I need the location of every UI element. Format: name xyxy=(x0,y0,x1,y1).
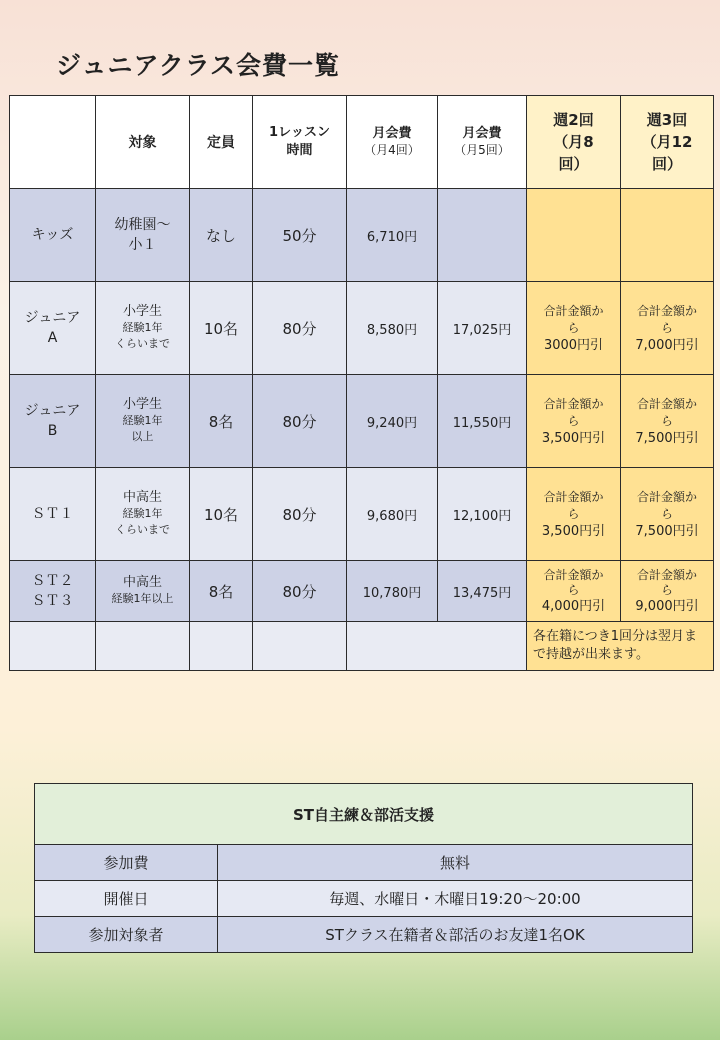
empty-cell xyxy=(10,622,96,671)
target-main: 小学生 xyxy=(122,397,162,412)
weekly-2-cell xyxy=(527,561,621,622)
fee-5-cell xyxy=(438,189,527,282)
empty-cell xyxy=(347,622,527,671)
st-label: 参加費 xyxy=(35,845,218,881)
target-main: 小学生 xyxy=(122,304,162,319)
discount-label: 合計金額か ら xyxy=(636,303,697,335)
header-lesson-time: 1レッスン 時間 xyxy=(253,96,347,189)
lesson-time-cell: 80分 xyxy=(253,468,347,561)
target-sub: 経験1年 以上 xyxy=(122,414,163,443)
table-row-st1 xyxy=(10,468,714,561)
class-name: ＳＴ２ ＳＴ３ xyxy=(10,561,96,622)
lesson-time-cell: 80分 xyxy=(253,561,347,622)
empty-cell xyxy=(253,622,347,671)
weekly-2-cell xyxy=(527,282,621,375)
fee-5-cell: 17,025円 xyxy=(438,282,527,375)
fee-4-cell: 6,710円 xyxy=(347,189,438,282)
discount-label: 合計金額か ら xyxy=(543,303,604,335)
st-row-fee xyxy=(35,845,693,881)
st-support-table xyxy=(34,783,693,953)
discount-label: 合計金額か ら xyxy=(636,567,697,597)
lesson-time-cell: 80分 xyxy=(253,282,347,375)
discount-amount: 4,000円引 xyxy=(541,598,606,614)
weekly-3-cell xyxy=(621,189,714,282)
capacity-cell: 8名 xyxy=(190,561,253,622)
header-monthly-5 xyxy=(438,96,527,189)
fee-5-cell: 11,550円 xyxy=(438,375,527,468)
discount-amount: 3000円引 xyxy=(543,337,604,353)
target-sub: 経験1年 くらいまで xyxy=(115,507,170,536)
table-row-junior-a xyxy=(10,282,714,375)
st-row-eligible xyxy=(35,917,693,953)
fee-4-cell: 10,780円 xyxy=(347,561,438,622)
lesson-time-cell: 50分 xyxy=(253,189,347,282)
carryover-note: 各在籍につき1回分は翌月まで持越が出来ます。 xyxy=(527,622,714,671)
weekly-3-cell xyxy=(621,375,714,468)
capacity-cell: 10名 xyxy=(190,282,253,375)
header-monthly-4-sub: （月4回） xyxy=(364,143,420,157)
st-label: 参加対象者 xyxy=(35,917,218,953)
discount-amount: 7,500円引 xyxy=(635,430,699,446)
header-weekly-3: 週3回 （月12 回） xyxy=(621,96,714,189)
discount-label: 合計金額か ら xyxy=(543,567,604,597)
discount-amount: 9,000円引 xyxy=(635,598,699,614)
target-main: 幼稚園～ 小１ xyxy=(114,217,171,253)
st-value: 毎週、水曜日・木曜日19:20～20:00 xyxy=(218,881,693,917)
capacity-cell: なし xyxy=(190,189,253,282)
table-row-st2-st3 xyxy=(10,561,714,622)
weekly-3-cell xyxy=(621,282,714,375)
capacity-cell: 8名 xyxy=(190,375,253,468)
discount-amount: 7,000円引 xyxy=(635,337,699,353)
lesson-time-cell: 80分 xyxy=(253,375,347,468)
empty-cell xyxy=(190,622,253,671)
target-sub: 経験1年 くらいまで xyxy=(115,321,170,350)
st-support-title: ST自主練＆部活支援 xyxy=(35,784,693,845)
table-row-kids xyxy=(10,189,714,282)
page-title: ジュニアクラス会費一覧 xyxy=(56,51,341,80)
discount-amount: 3,500円引 xyxy=(541,430,606,446)
discount-amount: 7,500円引 xyxy=(635,523,699,539)
class-name: キッズ xyxy=(10,189,96,282)
st-value: 無料 xyxy=(218,845,693,881)
st-label: 開催日 xyxy=(35,881,218,917)
target-sub: 経験1年以上 xyxy=(111,592,174,605)
header-class xyxy=(10,96,96,189)
weekly-3-cell xyxy=(621,561,714,622)
fee-5-cell: 12,100円 xyxy=(438,468,527,561)
fee-4-cell: 9,240円 xyxy=(347,375,438,468)
target-cell xyxy=(96,468,190,561)
header-monthly-5-sub: （月5回） xyxy=(454,143,510,157)
target-cell xyxy=(96,189,190,282)
header-capacity: 定員 xyxy=(190,96,253,189)
st-support-title-row xyxy=(35,784,693,845)
fee-4-cell: 8,580円 xyxy=(347,282,438,375)
target-cell xyxy=(96,282,190,375)
fee-5-cell: 13,475円 xyxy=(438,561,527,622)
target-main: 中高生 xyxy=(122,575,162,590)
header-monthly-5-title: 月会費 xyxy=(462,126,502,141)
fee-4-cell: 9,680円 xyxy=(347,468,438,561)
class-name: ジュニア A xyxy=(10,282,96,375)
discount-label: 合計金額か ら xyxy=(543,396,604,428)
capacity-cell: 10名 xyxy=(190,468,253,561)
class-name: ジュニア B xyxy=(10,375,96,468)
target-cell xyxy=(96,561,190,622)
st-value: STクラス在籍者＆部活のお友達1名OK xyxy=(218,917,693,953)
header-monthly-4-title: 月会費 xyxy=(372,126,412,141)
weekly-2-cell xyxy=(527,375,621,468)
table-row-note xyxy=(10,622,714,671)
st-row-dates xyxy=(35,881,693,917)
empty-cell xyxy=(96,622,190,671)
discount-amount: 3,500円引 xyxy=(541,523,606,539)
fee-table xyxy=(9,95,714,671)
header-row xyxy=(10,96,714,189)
discount-label: 合計金額か ら xyxy=(636,489,697,521)
header-monthly-4 xyxy=(347,96,438,189)
weekly-3-cell xyxy=(621,468,714,561)
discount-label: 合計金額か ら xyxy=(636,396,697,428)
header-weekly-2: 週2回 （月8 回） xyxy=(527,96,621,189)
header-target: 対象 xyxy=(96,96,190,189)
target-cell xyxy=(96,375,190,468)
weekly-2-cell xyxy=(527,468,621,561)
weekly-2-cell xyxy=(527,189,621,282)
discount-label: 合計金額か ら xyxy=(543,489,604,521)
class-name: ＳＴ１ xyxy=(10,468,96,561)
target-main: 中高生 xyxy=(122,490,162,505)
table-row-junior-b xyxy=(10,375,714,468)
